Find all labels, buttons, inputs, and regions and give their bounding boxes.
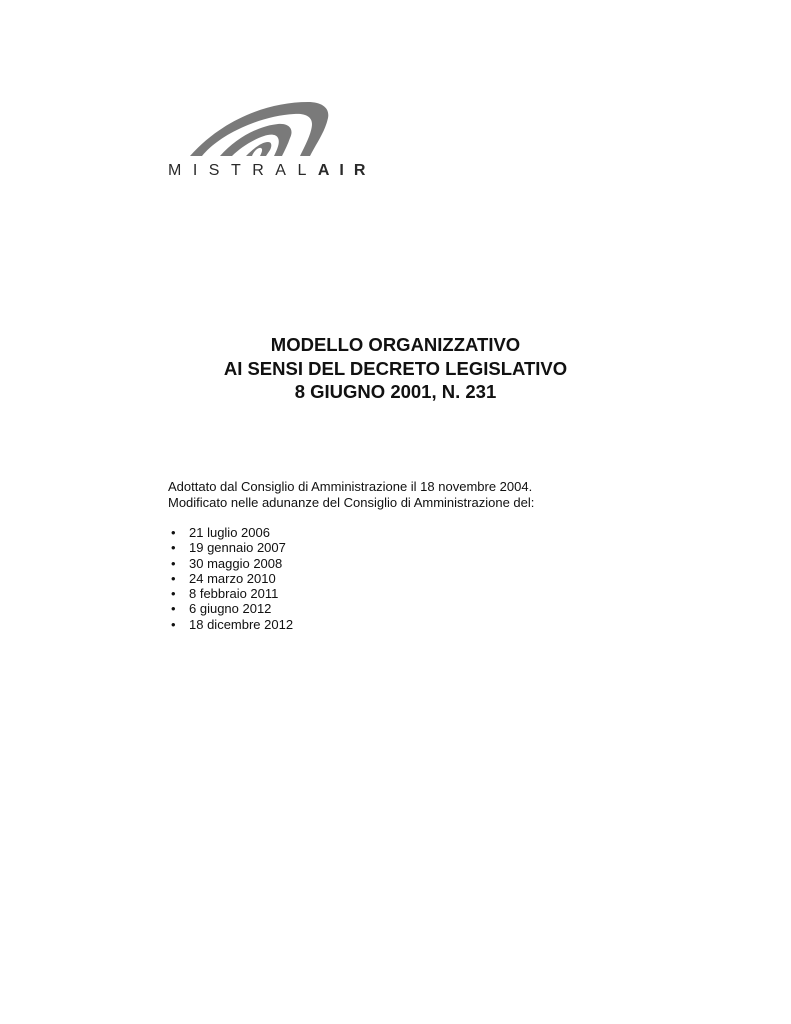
bullet-icon: •: [171, 570, 176, 586]
date-text: 24 marzo 2010: [189, 570, 276, 586]
bullet-icon: •: [171, 586, 176, 602]
adopted-sentence: Adottato dal Consiglio di Amministrazione il 18 novembre 2004.: [168, 479, 533, 494]
modification-dates-list: [168, 525, 293, 632]
company-logo: [168, 100, 376, 184]
modified-sentence: Modificato nelle adunanze del Consiglio di Amministrazione del:: [168, 494, 535, 510]
logo-word-air: AIR: [317, 162, 376, 179]
bullet-icon: •: [171, 525, 176, 540]
adoption-note: [168, 479, 534, 510]
title-line-2: AI SENSI DEL DECRETO LEGISLATIVO: [223, 357, 568, 379]
date-text: 21 luglio 2006: [189, 525, 270, 540]
wing-swoosh-icon: [190, 100, 330, 156]
bullet-icon: •: [171, 616, 176, 632]
list-item: [168, 556, 293, 571]
bullet-icon: •: [171, 555, 176, 571]
date-text: 30 maggio 2008: [189, 555, 283, 571]
bullet-icon: •: [171, 540, 176, 556]
list-item: [168, 601, 293, 616]
date-text: 19 gennaio 2007: [189, 540, 286, 556]
logo-word-mistral: MISTRAL: [168, 162, 318, 179]
date-text: 18 dicembre 2012: [189, 616, 294, 632]
list-item: [168, 617, 293, 632]
list-item: [168, 586, 293, 601]
list-item: [168, 540, 293, 555]
document-title: [0, 333, 791, 404]
bullet-icon: •: [171, 601, 176, 617]
date-text: 8 febbraio 2011: [189, 586, 279, 602]
list-item: [168, 571, 293, 586]
title-line-3: 8 GIUGNO 2001, N. 231: [294, 381, 497, 402]
title-line-1: MODELLO ORGANIZZATIVO: [270, 334, 521, 355]
list-item: [168, 525, 293, 540]
date-text: 6 giugno 2012: [189, 601, 272, 617]
logo-wordmark: [168, 162, 375, 180]
